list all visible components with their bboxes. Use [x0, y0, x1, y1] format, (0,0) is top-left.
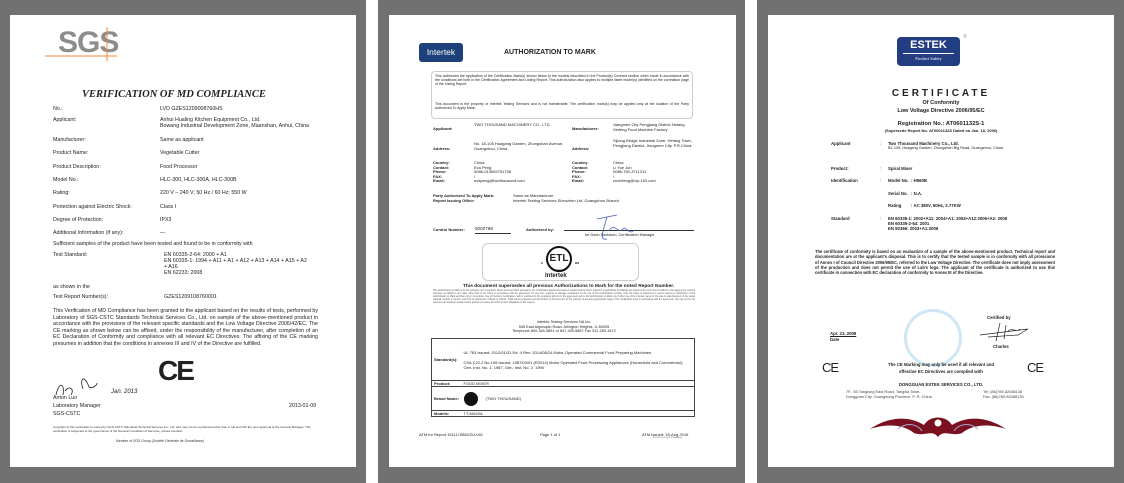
- value-party: Same as Manufacturer: [513, 193, 554, 198]
- intertek-address: Intertek Testing Services NA Inc. 545 East Algonquin Road, Arlington Heights, IL 60005 Telephone 800-345-3851 or 847-439-5667 Fax 312-283-1672: [512, 320, 616, 334]
- label-no: No.:: [53, 106, 63, 112]
- intro-text-2: This document is the property of Intertek Testing Services and is not transferable. The certification mark(s) may be applied only at the location of the Party Authorized To Apply Mark.: [435, 102, 689, 111]
- value-model: HLC-300, HLC-300A, HLC-300B: [160, 177, 237, 183]
- estek-certificate-panel: [757, 0, 1124, 483]
- label-test-report: Test Report Number(s):: [53, 294, 109, 300]
- test-standard-1: EN 60335-2-64: 2000 + A1: [164, 252, 227, 258]
- intro-box: [431, 71, 693, 119]
- value-product-name: Vegetable Cutter: [160, 150, 200, 156]
- certificate-date: Apr. 23, 2009: [830, 331, 857, 336]
- sgs-copyright: Copyright of this verification is owned by SGS-CSTC Standards Technical Services Co., Ltd. and may not be reproduced other than in full and with the prior approval of the General Manager. This verification is subjected to the governance of the General Conditions of Services, printed overleaf.: [53, 425, 311, 433]
- colon: :: [880, 178, 882, 183]
- models-value: TT-MA20A: [463, 411, 483, 416]
- value-manufacturer-address: Xijiong Bridge Industrial Zone, Hetang Town, Pengjiang District, Jiangmen City, P.R.China: [613, 138, 692, 148]
- value-model: : H560B: [911, 178, 928, 183]
- value-control-number: 5002768: [475, 226, 511, 234]
- label-rating: Rating: [888, 203, 902, 208]
- sgs-paragraph: This Verification of MD Compliance has been granted to the applicant based on the results of tests, performed by Laboratory of SGS-CSTC Standards Technical Services Co., Ltd. on sample of the above-mentioned product in accordance with the provisions of the relevant specific standards and the Low Voltage Directive 2006/42/EC. The CE marking as shown below can be affixed, under the responsibility of the manufacturer, after completion of an EC Declaration of Conformity and compliance with all relevant EC Directives. The affixing of the CE marking presumes in addition that the conditions in annexes III and IV of the Directive are fulfilled.: [53, 308, 318, 347]
- manufacturer-field-labels: Country: Contact: Phone: FAX: Email:: [572, 160, 589, 184]
- decorative-ornament: [868, 411, 1008, 444]
- footer-left: ATM for Report 151117088GZU-001: [419, 432, 484, 437]
- signer-org: SGS-CSTC: [53, 411, 81, 417]
- colon: :: [880, 166, 882, 171]
- label-product: Product:: [831, 166, 849, 171]
- etl-intertek: Intertek: [545, 273, 567, 279]
- standards-list: EN 60335-1: 2002+A11: 2004+A1: 2004+A12:2006+A2: 2006 EN 60335-2-64: 2001 EN 50366: 2003+A1:2006: [888, 216, 1008, 231]
- ce-mark-left: CE: [822, 360, 839, 375]
- label-product-description: Product Description:: [53, 164, 101, 170]
- estek-logo: ESTEK Product Safety: [897, 37, 960, 66]
- test-standard-4: EN 62233: 2008: [164, 270, 203, 276]
- label-manufacturer-address: Address:: [572, 146, 590, 151]
- colon: :: [880, 141, 882, 146]
- certificate-directive: Low Voltage Directive 2006/95/EC: [897, 108, 985, 114]
- value-applicant: TWO THOUSAND MACHINERY CO., LTD.: [474, 122, 551, 127]
- svg-text:Jan. 2013: Jan. 2013: [111, 389, 138, 395]
- applicant-field-values: China Eva Peng 0086-013609751758 / evapeng@twothousand.com: [474, 160, 525, 184]
- intro-text-1: This authorizes the application of the Certification Mark(s) shown below to the models described in the Product(s) Covered section when made in accordance with the conditions set forth in the Certification Agreement and Listing Report. This authorization also applies to multiple listee model(s) identified on the correlation page of the Listing Report.: [435, 74, 689, 87]
- colon: :: [880, 216, 882, 221]
- label-standard: Standard: [831, 216, 850, 221]
- date-label: Date: [830, 337, 840, 342]
- svg-text:SGS: SGS: [58, 26, 119, 59]
- estek-contact: Tel: (86)769-82088138 Fax: (86)769-82088139: [983, 389, 1024, 399]
- sufficient-text: Sufficient samples of the product have been tested and found to be in conformity with: [53, 241, 253, 247]
- ce-mark: CE: [158, 355, 193, 386]
- supersede-note: (Supersede Report No. AT0601132S Dated on Jan. 18, 2006): [884, 128, 998, 133]
- label-authorized-by: Authorized by:: [526, 227, 554, 232]
- standard-2: CSA C22.2 No.195 Issued: 1987/03/01 (R2014) Motor Operated Food Processing Appliances (Household and Commercial); Gen. Inst. No. 1: 1987, Gen. Inst. No. 2: 1990: [463, 359, 683, 370]
- label-identification: Identification: [831, 178, 858, 183]
- estek-certificate-page: [768, 15, 1114, 467]
- label-additional: Additional Information (if any):: [53, 230, 124, 236]
- label-product-name: Product Name:: [53, 150, 89, 156]
- value-office: Intertek Testing Services Shenzhen Ltd. Guangzhou Branch: [513, 198, 619, 203]
- value-manufacturer: Same as applicant: [160, 137, 204, 143]
- intertek-certificate-panel: [378, 0, 745, 483]
- sgs-logo: [45, 25, 127, 64]
- label-control-number: Control Number:: [433, 227, 465, 232]
- value-rating: 220 V – 240 V; 50 Hz / 60 Hz; 550 W: [160, 190, 247, 196]
- label-test-standard: Test Standard:: [53, 252, 88, 258]
- etl-listed: LISTED: [553, 270, 561, 272]
- authorized-for: for Dean Davidson, Certification Manager: [585, 233, 655, 237]
- manufacturer-field-values: China Li Yue Jun 0086-750-3711311 / cnxinfeng@vip.163.com: [613, 160, 656, 184]
- registered-icon: ®: [963, 34, 967, 40]
- value-product-description: Food Processor: [160, 164, 198, 170]
- label-applicant: Applicant:: [433, 126, 453, 131]
- models-label: Models:: [434, 411, 450, 416]
- value-test-report: GZES1209108760001: [164, 294, 217, 300]
- signer-title: Laboratory Manager: [53, 403, 101, 409]
- value-protection: Class I: [160, 204, 177, 210]
- etl-c: c: [541, 261, 543, 265]
- estek-company: DONGGUAN ESTEK SERVICES CO., LTD.: [898, 382, 984, 387]
- product-table: [431, 338, 695, 417]
- standards-label: Standard(s):: [434, 357, 458, 362]
- applicant-field-labels: Country: Contact: Phone: FAX: Email:: [433, 160, 450, 184]
- standard-1: UL 763 Issued: 2012/01/31 Ed: 4 Rev: 2014/08/24 Motor-Operated Commercial Food Preparing Machines: [463, 349, 652, 355]
- value-serial: : N.A.: [911, 191, 923, 196]
- intertek-title: AUTHORIZATION TO MARK: [504, 49, 596, 56]
- test-standard-2: EN 60335-1: 1994 + A11 + A1 + A12 + A13 + A14 + A15 + A2: [164, 258, 307, 264]
- value-applicant-address: Bowang Industrial Development Zone, Maanshan, Anhui, China: [160, 123, 309, 129]
- test-standard-3: + A16: [164, 264, 178, 270]
- label-party: Party Authorized To Apply Mark:: [433, 193, 495, 198]
- value-applicant-address: No. 18-105 Huagang Garden, Zhongshan Avenue, Guangzhou, China: [474, 141, 564, 151]
- signer-name: Charles: [993, 344, 1009, 349]
- certificate-title: CERTIFICATE: [891, 88, 991, 99]
- footer-issued: ATM Issued: 18-Aug-2016: [642, 432, 689, 437]
- sgs-certificate-panel: [0, 0, 366, 483]
- value-applicant-address: B1-105, Huagang Garden, Zhongshan Big Road, Guangzhou, China: [888, 146, 1004, 150]
- label-serial: Serial No.: [888, 191, 908, 196]
- etl-mark-box: [482, 243, 639, 281]
- ce-note: The CE Marking may only be used if all relevant and effective EC Directives are complied with: [887, 362, 995, 374]
- label-model: Model No.:: [53, 177, 79, 183]
- brand-value: (TWO THOUSAND): [485, 395, 521, 401]
- sgs-certificate-page: [10, 15, 356, 467]
- estek-stamp: [904, 309, 962, 367]
- label-rating: Rating:: [53, 190, 70, 196]
- etl-us: us: [575, 261, 580, 265]
- product-value: FOOD MIXER: [463, 381, 489, 386]
- footer-small: ED 16.3.15 (1-Jul-15) Mandatory: [653, 437, 683, 439]
- ce-mark-right: CE: [1027, 360, 1044, 375]
- signer-name: Anton Luo: [53, 395, 78, 401]
- supersedes-text: This document supersedes all previous Authorizations to Mark for the noted Report Number.: [463, 284, 675, 289]
- value-product: Spiral Mixer: [888, 166, 913, 171]
- label-model: Model No.: [888, 178, 909, 183]
- certificate-subtitle: Of Conformity: [922, 100, 960, 106]
- footer-page: Page 1 of 1: [540, 432, 561, 437]
- sgs-member: Member of SGS Group (Société Générale de Surveillance): [116, 439, 205, 443]
- label-applicant: Applicant:: [53, 117, 77, 123]
- estek-address: 7F., 55 Tanglong East Road, Tangxia Town, Dongguan City, Guangdong Province, P. R. China: [846, 389, 932, 399]
- label-manufacturer: Manufacturer:: [53, 137, 86, 143]
- label-protection: Protection against Electric Shock:: [53, 204, 132, 210]
- value-rating: : AC 380V, 50Hz, 2.77KW: [911, 203, 961, 208]
- fineprint: This Authorization to Mark is for the exclusive use of Intertek's Client and is provided pursuant to the Certification agreement between Intertek and its Client. Intertek's responsibility and liability are limited to the terms and conditions of the agreement. Intertek assumes no liability to any party, other than to the Client in accordance with the agreement, for any loss, expense or damage occasioned by the use of this Authorization to Mark. Only the Client is authorized to permit copying or distribution of this Authorization to Mark and then only in its entirety. Use of Intertek's Certification mark is restricted to the conditions laid out in the agreement and in this Authorization to Mark. Any further use of the Intertek name for the sale or advertisement of the tested material, product or service must first be approved in writing by Intertek. Initial Factory Assessments and Follow up Services are for the purpose of assuring appropriate usage of the Certification mark in accordance with the agreement, they are not for the purposes of production quality control and do not relieve the Client of their obligations in this respect.: [433, 290, 695, 305]
- value-additional: —: [160, 230, 166, 236]
- value-no: LVD GZES1209008760HS: [160, 106, 223, 112]
- etl-mark: ETL: [546, 246, 572, 272]
- sgs-title: VERIFICATION OF MD COMPLIANCE: [82, 89, 266, 100]
- intertek-certificate-page: [389, 15, 736, 467]
- product-label: Product:: [434, 381, 451, 386]
- certified-by: Certified by: [987, 315, 1011, 320]
- brand-logo-icon: [464, 392, 478, 406]
- brand-label: Brand Name:: [434, 396, 459, 401]
- label-degree: Degree of Protection:: [53, 217, 104, 223]
- value-degree: IPX3: [160, 217, 172, 223]
- sgs-date: 2013-01-09: [289, 403, 317, 409]
- as-shown-text: as shown in the: [53, 284, 90, 290]
- estek-paragraph: The certificate of conformity is based on an evaluation of a sample of the above-mentioned product. Technical report and documentation are at the applicant's disposal. This is to certify that the tested sample is in conformity with all provisions of Annex I of Council Directive 2006/95/EC, referred to the Low Voltage Directive. The certificate does not imply assessment of the production and does not permit the use of Lab's logo. The applicant of the certificate is authorized to use this certificate in connection with EC declaration of conformity to Annex III of the Directive.: [815, 249, 1056, 276]
- certifier-signature: [978, 321, 1038, 344]
- value-applicant: Two Thousand Machinery Co., Ltd.: [888, 141, 959, 146]
- label-office: Report Issuing Office:: [433, 198, 475, 203]
- value-applicant: Anhui Hualing Kitchen Equipment Co., Ltd.: [160, 117, 261, 123]
- label-manufacturer: Manufacturer:: [572, 126, 599, 131]
- label-applicant: Applicant: [831, 141, 851, 146]
- value-manufacturer: Jiangmen City Pengjiang District Hetang Xinfeng Food Machine Factory: [613, 122, 685, 132]
- registration-no: Registration No.: AT0601132S-1: [897, 121, 985, 127]
- label-applicant-address: Address:: [433, 146, 451, 151]
- intertek-logo: Intertek: [419, 43, 463, 62]
